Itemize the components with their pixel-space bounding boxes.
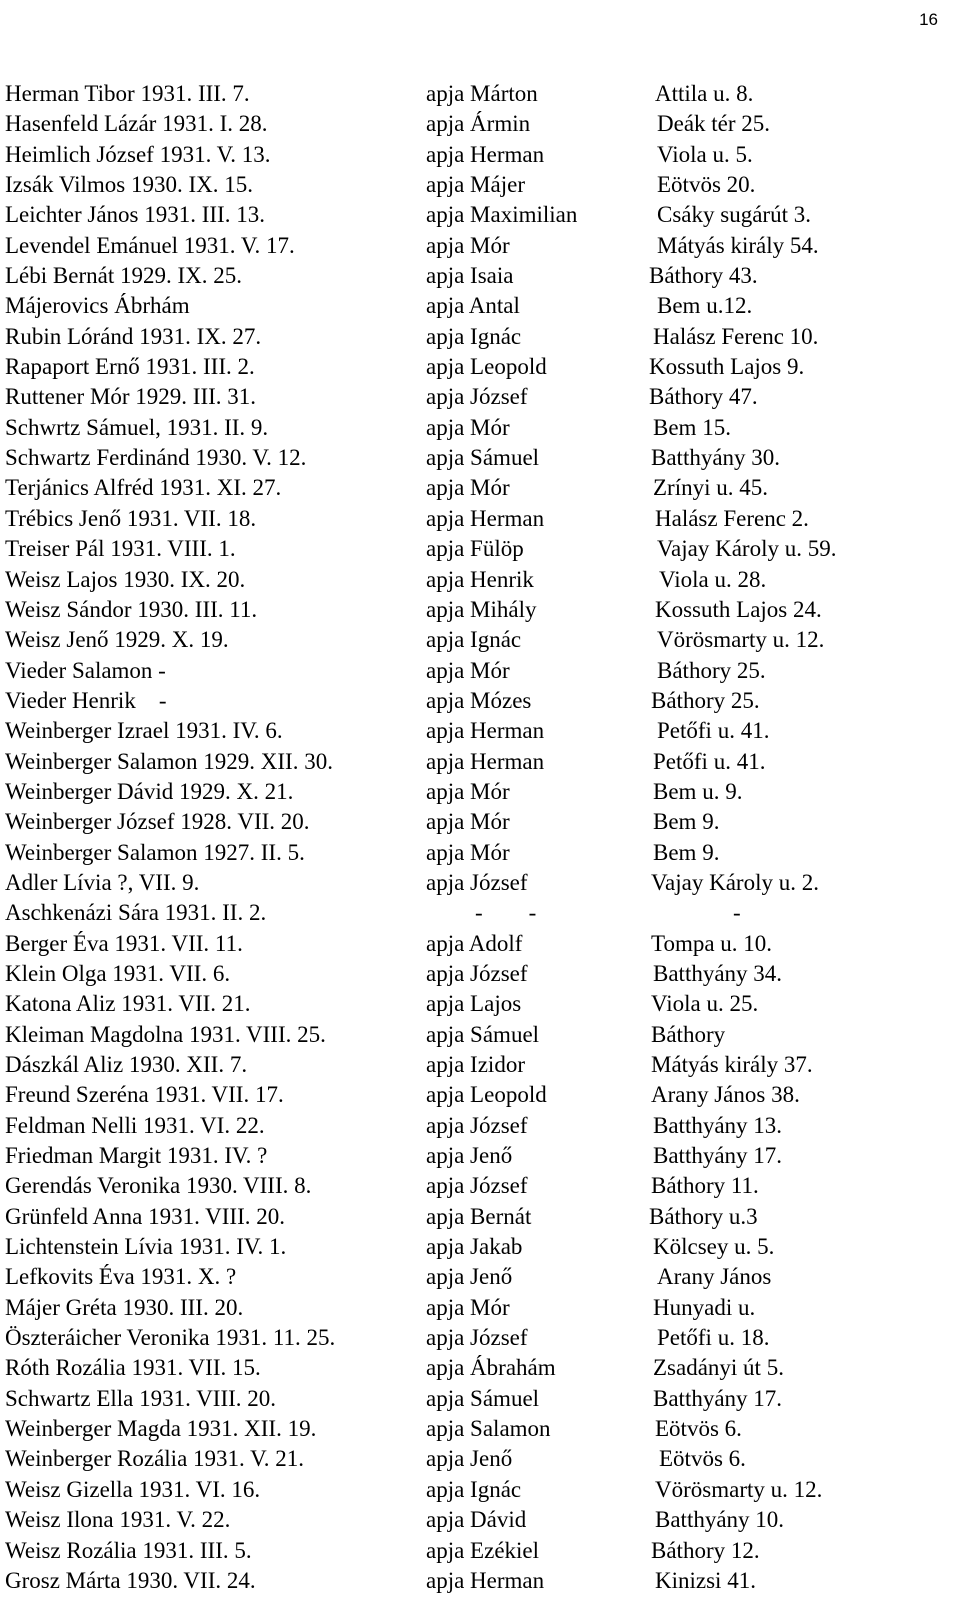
record-father: apja Mór	[426, 657, 510, 683]
record-father: apja Herman	[426, 505, 545, 531]
record-address: Batthyány 10.	[655, 1507, 785, 1533]
record-name: Levendel Emánuel 1931. V. 17.	[5, 232, 295, 258]
record-name: Adler Lívia ?, VII. 9.	[5, 869, 200, 895]
record-row	[5, 1141, 955, 1171]
record-row	[5, 959, 955, 989]
record-father: apja Jenő	[426, 1143, 513, 1169]
record-name: Weisz Ilona 1931. V. 22.	[5, 1507, 231, 1533]
record-name: Schwrtz Sámuel, 1931. II. 9.	[5, 414, 269, 440]
record-name: Friedman Margit 1931. IV. ?	[5, 1143, 268, 1169]
record-father: apja Jakab	[426, 1234, 523, 1260]
record-row	[5, 504, 955, 534]
record-name: Freund Szeréna 1931. VII. 17.	[5, 1082, 284, 1108]
record-address: Arany János	[657, 1264, 772, 1290]
record-father: apja Mór	[426, 809, 510, 835]
record-address: Vajay Károly u. 2.	[651, 869, 819, 895]
record-row	[5, 1414, 955, 1444]
record-address: Csáky sugárút 3.	[657, 202, 811, 228]
record-address: Báthory	[651, 1021, 726, 1047]
record-address: Viola u. 28.	[659, 566, 767, 592]
record-row	[5, 382, 955, 412]
record-name: Berger Éva 1931. VII. 11.	[5, 930, 243, 956]
record-address: Deák tér 25.	[657, 111, 771, 137]
record-row	[5, 989, 955, 1019]
record-row	[5, 534, 955, 564]
record-father: apja Mór	[426, 414, 510, 440]
record-name: Weisz Sándor 1930. III. 11.	[5, 596, 258, 622]
record-row	[5, 838, 955, 868]
record-address: Báthory 25.	[651, 687, 760, 713]
record-father: apja Fülöp	[426, 536, 524, 562]
record-name: Katona Aliz 1931. VII. 21.	[5, 991, 251, 1017]
record-father: apja József	[426, 384, 528, 410]
record-father: apja Henrik	[426, 566, 534, 592]
record-row	[5, 1536, 955, 1566]
record-address: Mátyás király 37.	[651, 1052, 813, 1077]
record-father: apja József	[426, 1112, 528, 1138]
record-name: Aschkenázi Sára 1931. II. 2.	[5, 900, 267, 926]
record-row	[5, 140, 955, 170]
record-address: Bem u.12.	[657, 293, 753, 319]
record-father: apja Mihály	[426, 596, 537, 622]
record-row	[5, 656, 955, 686]
record-father: apja Mór	[426, 839, 510, 865]
record-address: Batthyány 30.	[651, 445, 781, 471]
record-name: Weinberger Salamon 1927. II. 5.	[5, 839, 305, 865]
record-name: Weinberger Dávid 1929. X. 21.	[5, 778, 294, 804]
record-name: Weinberger Magda 1931. XII. 19.	[5, 1416, 317, 1442]
record-address: Viola u. 25.	[651, 991, 759, 1017]
record-name: Dászkál Aliz 1930. XII. 7.	[5, 1052, 248, 1077]
record-father: - -	[475, 900, 537, 926]
record-name: Májer Gréta 1930. III. 20.	[5, 1294, 244, 1320]
record-address: Báthory 47.	[649, 384, 758, 410]
record-father: apja Herman	[426, 141, 545, 167]
record-row	[5, 929, 955, 959]
record-address: Mátyás király 54.	[657, 232, 819, 258]
record-name: Schwartz Ferdinánd 1930. V. 12.	[5, 445, 307, 471]
record-father: apja Leopold	[426, 354, 547, 380]
record-row	[5, 1171, 955, 1201]
record-address: Arany János 38.	[651, 1082, 800, 1108]
record-row	[5, 170, 955, 200]
record-address: Eötvös 6.	[659, 1446, 746, 1472]
record-name: Terjánics Alfréd 1931. XI. 27.	[5, 475, 282, 501]
record-row	[5, 231, 955, 261]
record-father: apja Mór	[426, 475, 510, 501]
record-row	[5, 1475, 955, 1505]
record-address: Tompa u. 10.	[651, 930, 773, 956]
record-address: Batthyány 13.	[653, 1112, 783, 1138]
record-row	[5, 291, 955, 321]
record-address: Zsadányi út 5.	[653, 1355, 784, 1381]
record-name: Weisz Jenő 1929. X. 19.	[5, 627, 229, 653]
record-father: apja Maximilian	[426, 202, 578, 228]
record-father: apja Antal	[426, 293, 520, 319]
record-row	[5, 413, 955, 443]
record-row	[5, 898, 955, 928]
record-father: apja Mózes	[426, 687, 532, 713]
record-row	[5, 716, 955, 746]
record-name: Weisz Rozália 1931. III. 5.	[5, 1537, 252, 1563]
record-row	[5, 565, 955, 595]
record-name: Leichter János 1931. III. 13.	[5, 202, 265, 228]
page-number: 16	[919, 10, 938, 29]
record-row	[5, 1080, 955, 1110]
record-row	[5, 747, 955, 777]
record-name: Kleiman Magdolna 1931. VIII. 25.	[5, 1021, 326, 1047]
record-father: apja Lajos	[426, 991, 522, 1017]
record-name: Grünfeld Anna 1931. VIII. 20.	[5, 1203, 285, 1229]
record-address: Zrínyi u. 45.	[653, 475, 768, 501]
record-row	[5, 807, 955, 837]
record-address: Báthory u.3	[649, 1203, 758, 1229]
record-row	[5, 625, 955, 655]
record-row	[5, 1384, 955, 1414]
record-address: Batthyány 34.	[653, 960, 783, 986]
record-row	[5, 79, 955, 109]
record-name: Vieder Salamon -	[5, 657, 166, 683]
record-row	[5, 261, 955, 291]
record-row	[5, 1353, 955, 1383]
record-name: Schwartz Ella 1931. VIII. 20.	[5, 1385, 277, 1411]
record-father: apja Mór	[426, 232, 510, 258]
record-father: apja Sámuel	[426, 1385, 540, 1411]
record-name: Weisz Lajos 1930. IX. 20.	[5, 566, 246, 592]
record-father: apja Herman	[426, 748, 545, 774]
record-address: Batthyány 17.	[653, 1143, 783, 1169]
record-row	[5, 1293, 955, 1323]
record-father: apja Dávid	[426, 1507, 527, 1533]
record-address: Petőfi u. 18.	[657, 1325, 770, 1351]
record-name: Klein Olga 1931. VII. 6.	[5, 960, 231, 986]
record-father: apja József	[426, 960, 528, 986]
record-row	[5, 322, 955, 352]
record-row	[5, 1111, 955, 1141]
record-address: Bem 15.	[653, 414, 731, 440]
record-father: apja Ignác	[426, 627, 522, 653]
record-address: Petőfi u. 41.	[653, 748, 766, 774]
record-address: Vörösmarty u. 12.	[655, 1476, 823, 1502]
record-address: Vajay Károly u. 59.	[657, 536, 837, 562]
record-row	[5, 1262, 955, 1292]
record-address: Viola u. 5.	[657, 141, 753, 167]
record-row	[5, 352, 955, 382]
record-name: Lichtenstein Lívia 1931. IV. 1.	[5, 1234, 287, 1260]
record-name: Weinberger József 1928. VII. 20.	[5, 809, 310, 835]
record-row	[5, 1232, 955, 1262]
record-address: Eötvös 20.	[657, 172, 756, 198]
record-name: Vieder Henrik -	[5, 687, 167, 713]
record-address: Bem 9.	[653, 839, 720, 865]
record-name: Lefkovits Éva 1931. X. ?	[5, 1264, 237, 1290]
record-father: apja Ábrahám	[426, 1355, 556, 1381]
record-row	[5, 1050, 955, 1080]
record-row	[5, 686, 955, 716]
record-address: Báthory 12.	[651, 1537, 760, 1563]
record-father: apja József	[426, 869, 528, 895]
record-address: Báthory 25.	[657, 657, 766, 683]
record-row	[5, 1323, 955, 1353]
record-address: Halász Ferenc 2.	[655, 505, 809, 531]
record-address: Batthyány 17.	[653, 1385, 783, 1411]
record-father: apja Salamon	[426, 1416, 551, 1442]
record-address: Hunyadi u.	[653, 1294, 756, 1320]
record-name: Weinberger Izrael 1931. IV. 6.	[5, 718, 283, 744]
record-row	[5, 1202, 955, 1232]
record-name: Treiser Pál 1931. VIII. 1.	[5, 536, 236, 562]
record-address: Bem 9.	[653, 809, 720, 835]
record-address: Bem u. 9.	[653, 778, 743, 804]
record-name: Herman Tibor 1931. III. 7.	[5, 81, 250, 106]
record-name: Ruttener Mór 1929. III. 31.	[5, 384, 257, 410]
record-row	[5, 1566, 955, 1596]
record-address: Kossuth Lajos 24.	[655, 596, 822, 622]
record-father: apja Jenő	[426, 1446, 513, 1472]
record-name: Izsák Vilmos 1930. IX. 15.	[5, 172, 253, 198]
record-name: Rapaport Ernő 1931. III. 2.	[5, 354, 255, 380]
record-name: Lébi Bernát 1929. IX. 25.	[5, 263, 242, 289]
record-row	[5, 1020, 955, 1050]
record-row	[5, 1444, 955, 1474]
record-father: apja Mór	[426, 778, 510, 804]
record-name: Heimlich József 1931. V. 13.	[5, 141, 271, 167]
record-name: Májerovics Ábrhám	[5, 293, 190, 319]
record-father: apja József	[426, 1173, 528, 1199]
record-address: Eötvös 6.	[655, 1416, 742, 1442]
record-row	[5, 109, 955, 139]
record-name: Trébics Jenő 1931. VII. 18.	[5, 505, 257, 531]
record-father: apja Sámuel	[426, 1021, 540, 1047]
record-father: apja Bernát	[426, 1203, 532, 1229]
record-name: Hasenfeld Lázár 1931. I. 28.	[5, 111, 268, 137]
record-address: Kossuth Lajos 9.	[649, 354, 805, 380]
record-row	[5, 1505, 955, 1535]
record-father: apja Leopold	[426, 1082, 547, 1108]
record-father: apja Mór	[426, 1294, 510, 1320]
record-father: apja Márton	[426, 81, 538, 106]
record-father: apja Ezékiel	[426, 1537, 540, 1563]
record-name: Gerendás Veronika 1930. VIII. 8.	[5, 1173, 312, 1199]
record-address: Kinizsi 41.	[655, 1567, 756, 1593]
record-row	[5, 777, 955, 807]
record-father: apja Ignác	[426, 323, 522, 349]
record-father: apja Sámuel	[426, 445, 540, 471]
record-father: apja Herman	[426, 718, 545, 744]
record-name: Weinberger Rozália 1931. V. 21.	[5, 1446, 305, 1472]
record-address: Báthory 43.	[649, 263, 758, 289]
record-father: apja Izidor	[426, 1052, 525, 1077]
record-address: Kölcsey u. 5.	[653, 1234, 775, 1260]
record-name: Weisz Gizella 1931. VI. 16.	[5, 1476, 261, 1502]
record-address: Báthory 11.	[651, 1173, 759, 1199]
record-name: Róth Rozália 1931. VII. 15.	[5, 1355, 261, 1381]
record-father: apja Ignác	[426, 1476, 522, 1502]
record-name: Öszteráicher Veronika 1931. 11. 25.	[5, 1325, 336, 1351]
record-row	[5, 595, 955, 625]
records-list	[5, 79, 955, 1596]
record-name: Grosz Márta 1930. VII. 24.	[5, 1567, 256, 1593]
record-address: Petőfi u. 41.	[657, 718, 770, 744]
record-address: -	[733, 900, 741, 926]
record-father: apja József	[426, 1325, 528, 1351]
record-father: apja Herman	[426, 1567, 545, 1593]
record-father: apja Ármin	[426, 111, 531, 137]
record-address: Attila u. 8.	[655, 81, 754, 106]
record-name: Rubin Lóránd 1931. IX. 27.	[5, 323, 262, 349]
record-row	[5, 868, 955, 898]
record-father: apja Adolf	[426, 930, 523, 956]
record-name: Weinberger Salamon 1929. XII. 30.	[5, 748, 333, 774]
record-name: Feldman Nelli 1931. VI. 22.	[5, 1112, 265, 1138]
record-row	[5, 200, 955, 230]
record-row	[5, 443, 955, 473]
record-row	[5, 473, 955, 503]
record-father: apja Májer	[426, 172, 525, 198]
record-father: apja Isaia	[426, 263, 514, 289]
record-address: Vörösmarty u. 12.	[657, 627, 825, 653]
record-father: apja Jenő	[426, 1264, 513, 1290]
record-address: Halász Ferenc 10.	[653, 323, 819, 349]
